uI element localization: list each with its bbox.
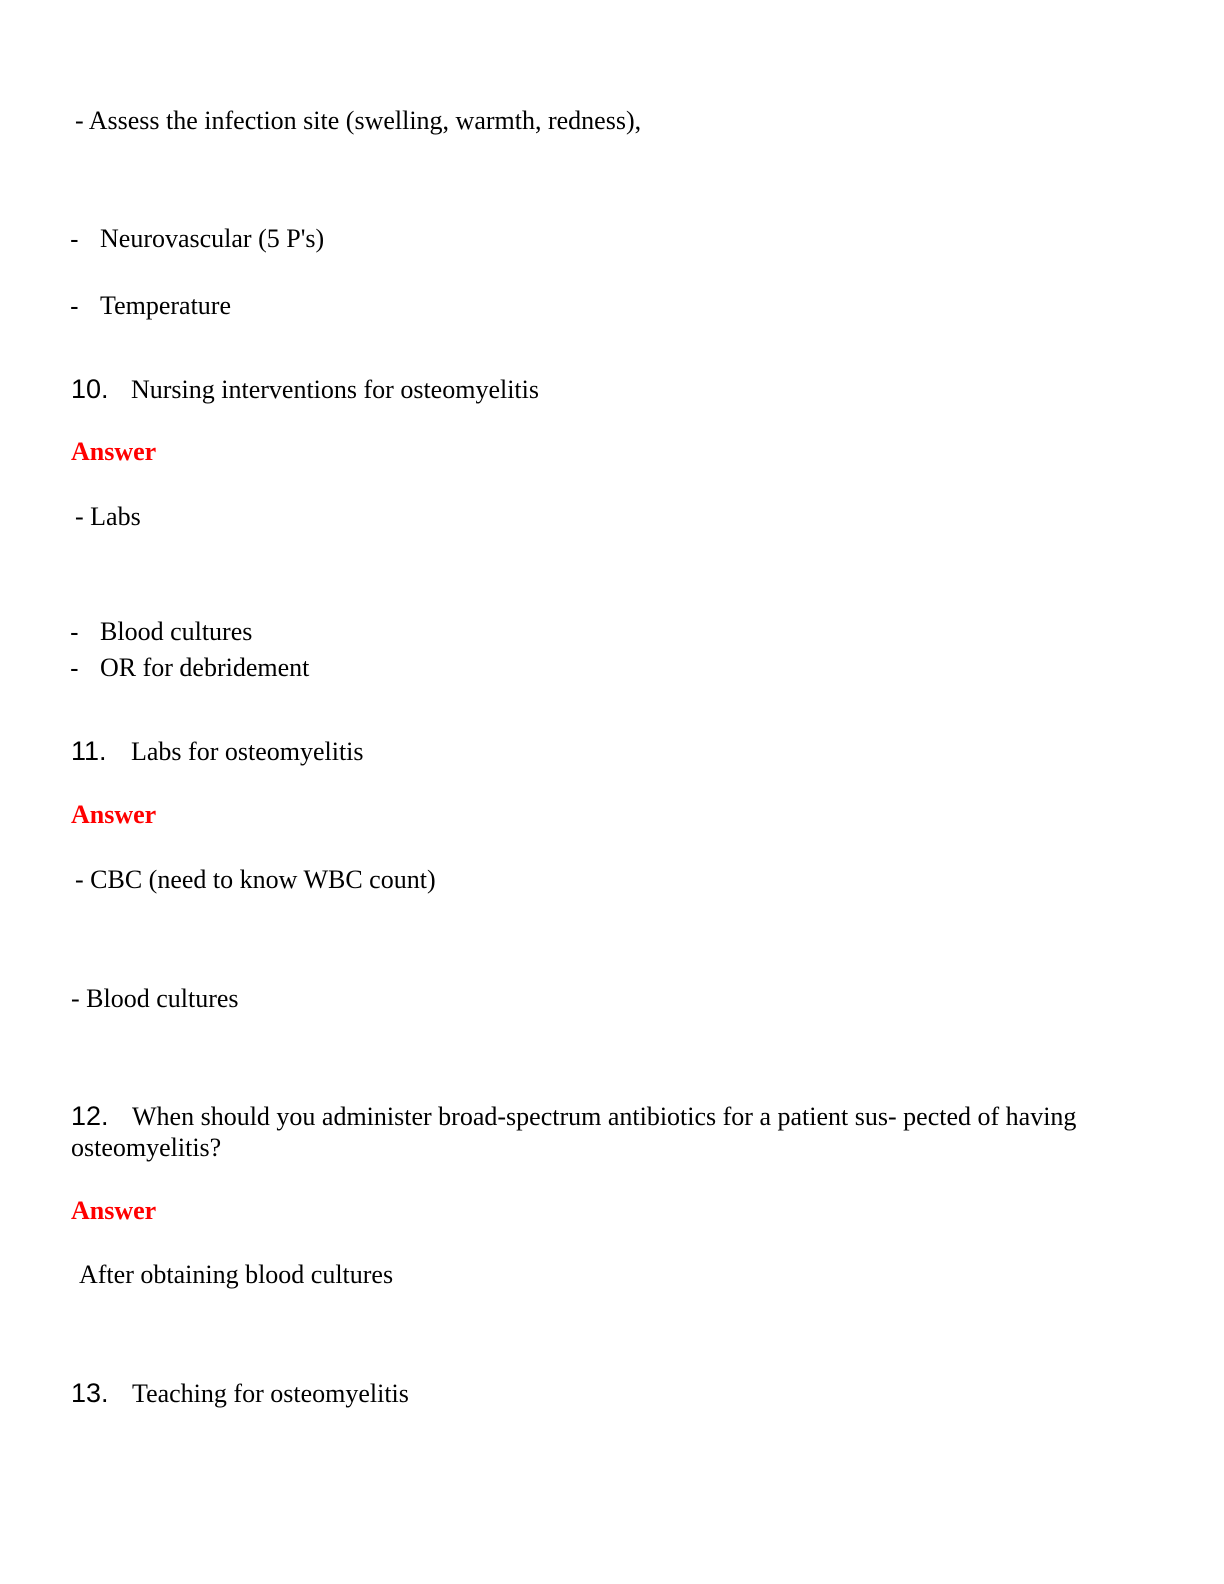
- bullet-dash: -: [70, 617, 79, 647]
- question-number: 13.: [71, 1378, 109, 1408]
- blood-cultures-line-2: - Blood cultures: [71, 984, 239, 1013]
- question-number: 12.: [71, 1101, 109, 1131]
- or-debridement-line: OR for debridement: [100, 653, 310, 682]
- question-text: Teaching for osteomyelitis: [132, 1379, 409, 1408]
- question-text: Nursing interventions for osteomyelitis: [131, 375, 540, 404]
- blood-cultures-line: Blood cultures: [100, 617, 253, 646]
- labs-line: - Labs: [75, 502, 141, 531]
- neurovascular-line: Neurovascular (5 P's): [100, 224, 325, 253]
- question-text-continued: osteomyelitis?: [71, 1133, 222, 1162]
- answer-label: Answer: [71, 437, 157, 466]
- after-obtaining-line: After obtaining blood cultures: [79, 1260, 394, 1289]
- question-number: 11.: [71, 736, 107, 766]
- question-text: Labs for osteomyelitis: [131, 737, 364, 766]
- answer-label: Answer: [71, 800, 157, 829]
- answer-label: Answer: [71, 1196, 157, 1225]
- question-text: When should you administer broad-spectrum antibiotics for a patient sus- pected of having: [132, 1102, 1077, 1131]
- assess-site-line: - Assess the infection site (swelling, warmth, redness),: [75, 106, 642, 135]
- bullet-dash: -: [70, 653, 79, 683]
- temperature-line: Temperature: [100, 291, 231, 320]
- bullet-dash: -: [70, 224, 79, 254]
- question-number: 10.: [71, 374, 109, 404]
- cbc-line: - CBC (need to know WBC count): [75, 865, 436, 894]
- bullet-dash: -: [70, 291, 79, 321]
